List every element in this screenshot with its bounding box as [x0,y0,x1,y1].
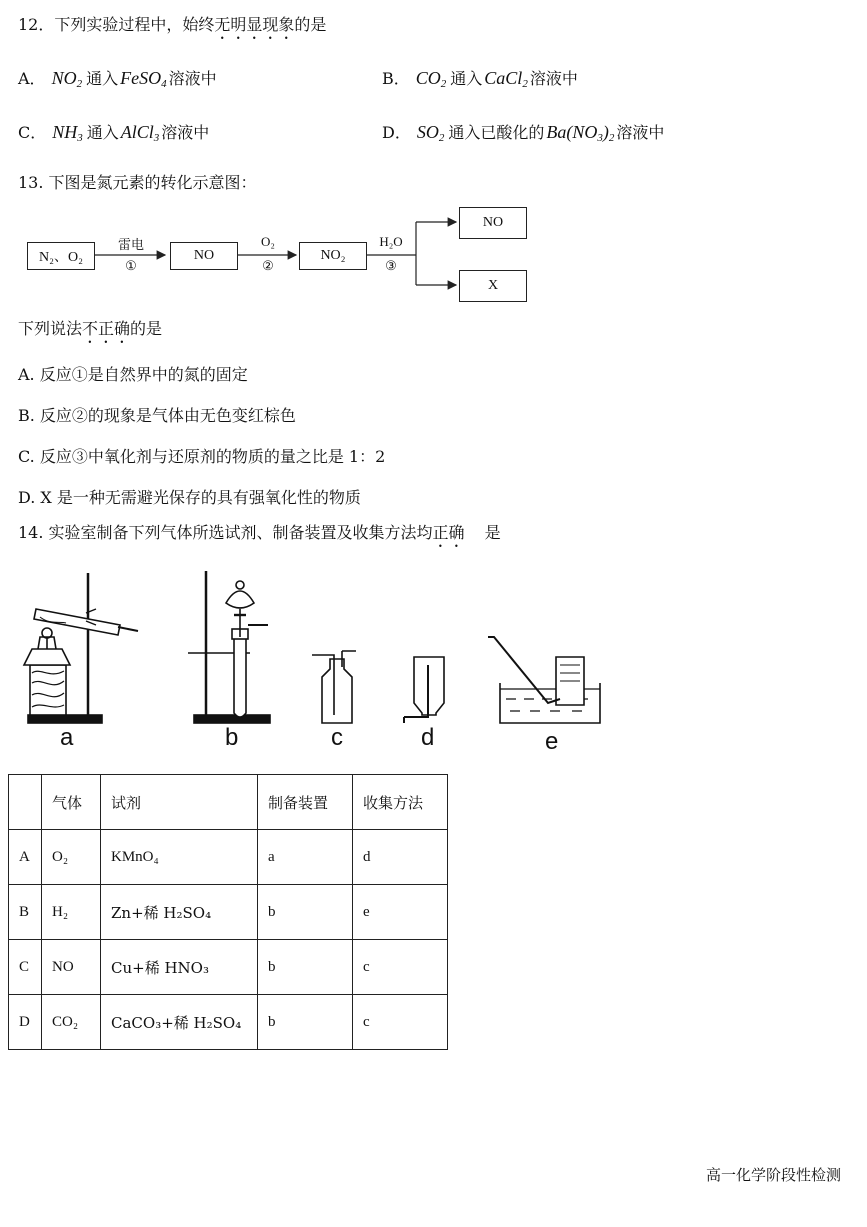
q14-table [8,774,448,1050]
table-cell: e [353,885,448,940]
table-header-cell: 收集方法 [353,775,448,830]
table-cell: Cu+稀 HNO₃ [101,940,258,995]
option-verb: 通入 [86,123,119,142]
table-cell: Zn+稀 H₂SO₄ [101,885,258,940]
table-row [9,830,448,885]
q13-prompt-emph: 不正确 [82,319,131,338]
q13-option-c: C. 反应③中氧化剂与还原剂的物质的量之比是 1：2 [18,447,386,466]
apparatus-c-illustration [312,651,356,723]
flow-arrow2-number: ② [262,258,274,273]
table-row [9,885,448,940]
flow-box-no: NO [170,242,238,270]
q14-stem-emph: 正确 [432,523,465,542]
flow-arrow3-condition: H₂O [379,234,403,249]
table-cell: b [258,940,353,995]
flow-box-out-x: X [459,270,527,302]
table-cell: b [258,995,353,1050]
option-letter: B． [382,69,410,88]
apparatus-label-d: d [421,724,435,751]
option-letter: A． [18,69,46,88]
flow-arrow2-condition: O₂ [261,234,275,249]
table-header-cell: 气体 [42,775,101,830]
table-row [9,995,448,1050]
apparatus-label-e: e [545,728,559,755]
solution-formula: $Ba(NO_3)_2$ [546,122,615,144]
table-cell: O₂ [42,830,101,885]
q12-stem-emph: 无明显现象 [214,15,295,34]
apparatus-figure [0,565,867,745]
apparatus-a-illustration [24,573,138,723]
table-cell: D [9,995,42,1050]
gas-formula: $CO_2$ [415,68,447,90]
q13-prompt [18,316,162,347]
solution-formula: AlCl$_3$ [120,122,160,144]
gas-formula: $SO_2$ [416,122,445,144]
table-header-cell: 制备装置 [258,775,353,830]
table-cell: CO₂ [42,995,101,1050]
table-header-cell: 试剂 [101,775,258,830]
apparatus-label-c: c [331,724,343,751]
q14-stem [18,520,501,551]
flow-arrow3-number: ③ [385,258,397,273]
option-letter: D． [382,123,411,142]
q13-prompt-pre: 下列说法 [18,319,83,338]
table-cell: a [258,830,353,885]
table-header-row [9,775,448,830]
option-tail: 溶液中 [161,123,210,142]
option-verb: 通入已酸化的 [448,123,545,142]
table-cell: KMnO₄ [101,830,258,885]
apparatus-label-b: b [225,724,239,751]
q12-stem-pre: 12．下列实验过程中，始终 [18,15,215,34]
apparatus-b-illustration [188,571,270,723]
gas-formula: $NH_3$ [52,122,83,144]
table-cell: CaCO₃+稀 H₂SO₄ [101,995,258,1050]
flow-arrow1-number: ① [125,258,137,273]
q13-prompt-post: 的是 [130,319,163,338]
q13-option-b: B. 反应②的现象是气体由无色变红棕色 [18,406,296,425]
option-tail: 溶液中 [616,123,665,142]
table-cell: C [9,940,42,995]
table-cell: c [353,995,448,1050]
table-cell: H₂ [42,885,101,940]
gas-formula: $NO_2$ [51,68,83,90]
option-letter: C． [18,123,47,142]
flow-box-n2-o2: N₂、O₂ [27,242,95,270]
option-verb: 通入 [450,69,483,88]
table-cell: A [9,830,42,885]
option-tail: 溶液中 [529,69,578,88]
flow-box-no2: NO₂ [299,242,367,270]
table-cell: B [9,885,42,940]
footer-label: 高一化学阶段性检测 [706,1166,842,1184]
apparatus-d-illustration [404,657,444,723]
table-cell: NO [42,940,101,995]
apparatus-label-a: a [60,724,74,751]
q14-stem-post: 是 [484,523,501,542]
q12-stem-post: 的是 [294,15,327,34]
q14-stem-pre: 14. 实验室制备下列气体所选试剂、制备装置及收集方法均 [18,523,433,542]
flow-arrow1-condition: 雷电 [117,237,144,252]
table-row [9,940,448,995]
solution-formula: FeSO$_4$ [120,68,167,90]
q13-option-d: D. X 是一种无需避光保存的具有强氧化性的物质 [18,488,361,507]
q13-stem: 13. 下图是氮元素的转化示意图： [18,173,257,192]
table-cell: d [353,830,448,885]
option-verb: 通入 [86,69,119,88]
table-cell: b [258,885,353,940]
apparatus-e-illustration [488,637,600,723]
q13-option-a: A. 反应①是自然界中的氮的固定 [18,365,248,384]
table-cell: c [353,940,448,995]
table-header-cell [9,775,42,830]
flow-box-out-no: NO [459,207,527,239]
option-tail: 溶液中 [168,69,217,88]
solution-formula: CaCl$_2$ [484,68,528,90]
